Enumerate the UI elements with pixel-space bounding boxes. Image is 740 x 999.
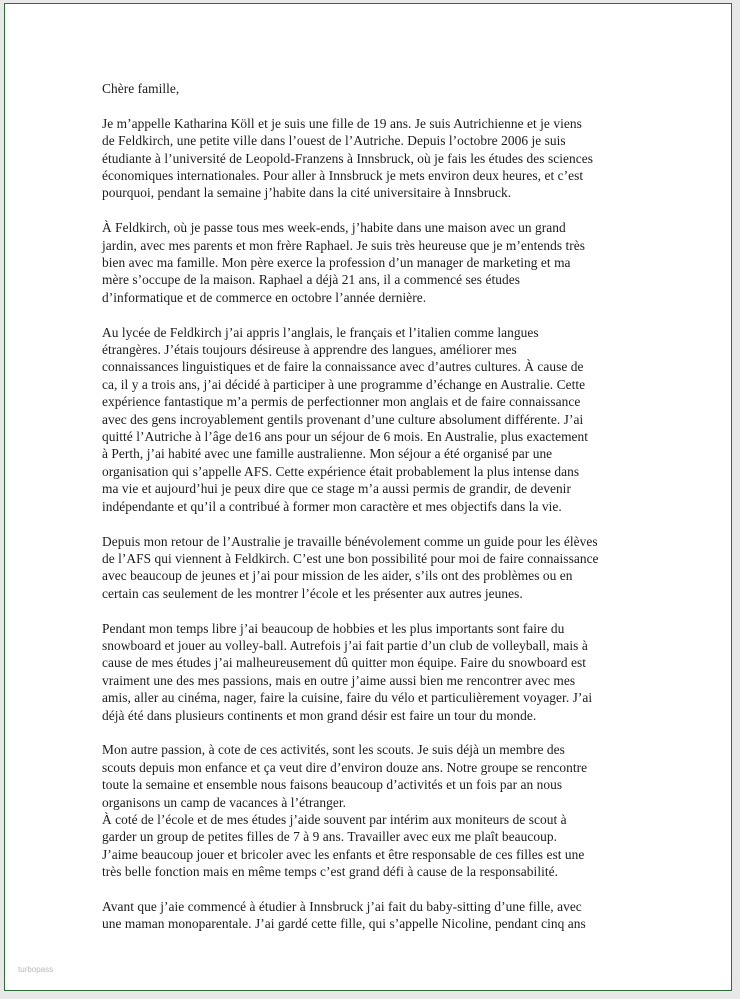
text-line: garder un group de petites filles de 7 à 9 ans. Travailler avec eux me plaît beaucoup.: [102, 829, 557, 845]
paragraph-scouts: [102, 741, 647, 880]
salutation: Chère famille,: [102, 81, 180, 96]
text-line: quitté l’Autriche à l’âge de16 ans pour un séjour de 6 mois. En Australie, plus exactement: [102, 429, 589, 445]
text-line: organisons un camp de vacances à l’étranger.: [102, 794, 347, 810]
text-line: J’aime beaucoup jouer et bricoler avec les enfants et être responsable de ces filles est une: [102, 846, 585, 862]
text-line: indépendante et qu’il a contribué à former mon caractère et mes objectifs dans la vie.: [102, 498, 562, 514]
text-line: à Perth, j’ai habité avec une famille australienne. Mon séjour a été organisé par une: [102, 446, 553, 462]
text-line: déjà été dans plusieurs continents et mon grand désir est faire un tour du monde.: [102, 707, 537, 723]
text-line: Avant que j’aie commencé à étudier à Innsbruck j’ai fait du baby-sitting d’une fille, avec: [102, 898, 582, 914]
text-line: étudiante à l’université de Leopold-Franzens à Innsbruck, où je fais les études des sciences: [102, 150, 593, 166]
text-line: cause de mes études j’ai malheureusement dû quitter mon équipe. Faire du snowboard est: [102, 655, 586, 671]
text-line: économiques internationales. Pour aller à Innsbruck je mets environ deux heures, et c’est: [102, 168, 584, 184]
text-line: vraiment une des mes passions, mais en outre j’aime aussi bien me rencontrer avec mes: [102, 672, 576, 688]
text-line: certain cas seulement de les montrer l’école et les présenter aux autres jeunes.: [102, 585, 523, 601]
text-line: Depuis mon retour de l’Australie je travaille bénévolement comme un guide pour les élèves: [102, 533, 598, 549]
paragraph-hobbies: [102, 620, 647, 724]
text-line: mère s’occupe de la maison. Raphael a déjà 21 ans, il a commencé ses études: [102, 272, 520, 288]
text-line: ca, il y a trois ans, j’ai décidé à participer à une programme d’échange en Australie. Cette: [102, 376, 586, 392]
text-line: avec beaucoup de jeunes et j’ai pour mission de les aider, s’ils ont des problèmes ou en: [102, 568, 573, 584]
text-line: très belle fonction mais en même temps c’est grand défi à cause de la responsabilité.: [102, 864, 559, 880]
text-line: bien avec ma famille. Mon père exerce la profession d’un manager de marketing et ma: [102, 255, 571, 271]
text-line: À coté de l’école et de mes études j’aide souvent par intérim aux moniteurs de scout à: [102, 811, 567, 827]
paragraph-babysitting: [102, 898, 647, 933]
text-line: À Feldkirch, où je passe tous mes week-ends, j’habite dans une maison avec un grand: [102, 220, 566, 236]
text-line: de Feldkirch, une petite ville dans l’ouest de l’Autriche. Depuis l’octobre 2006 je suis: [102, 133, 566, 149]
text-line: ma vie et aujourd’hui je peux dire que ce stage m’a aussi permis de grandir, de devenir: [102, 481, 571, 497]
text-line: Pendant mon temps libre j’ai beaucoup de hobbies et les plus importants sont faire du: [102, 620, 565, 636]
text-line: pourquoi, pendant la semaine j’habite dans la cité universitaire à Innsbruck.: [102, 185, 512, 201]
paragraph-family: [102, 219, 647, 306]
text-line: organisation qui s’appelle AFS. Cette expérience était probablement la plus intense dans: [102, 463, 580, 479]
text-line: jardin, avec mes parents et mon frère Raphael. Je suis très heureuse que je m’entends très: [102, 237, 586, 253]
text-line: Mon autre passion, à cote de ces activités, sont les scouts. Je suis déjà un membre des: [102, 742, 565, 758]
text-line: avec des gens incroyablement gentils provenant d’une culture absolument différente. J’ai: [102, 411, 584, 427]
text-line: d’informatique et de commerce en octobre l’année dernière.: [102, 289, 427, 305]
text-line: connaissances linguistiques et de faire la connaissance avec d’autres cultures. À cause de: [102, 359, 584, 375]
paragraph-volunteering: [102, 533, 647, 603]
text-line: de l’AFS qui viennent à Feldkirch. C’est une bon possibilité pour moi de faire connaissance: [102, 550, 599, 566]
text-line: étrangères. J’étais toujours désireuse à apprendre des langues, améliorer mes: [102, 342, 517, 358]
text-line: snowboard et jouer au volley-ball. Autrefois j’ai fait partie d’un club de volleyball, mais à: [102, 637, 588, 653]
text-line: expérience fantastique m’a permis de perfectionner mon anglais et de faire connaissance: [102, 394, 581, 410]
watermark-text: turbopass: [18, 965, 54, 974]
text-line: une maman monoparentale. J’ai gardé cette fille, qui s’appelle Nicoline, pendant cinq ans: [102, 916, 586, 932]
paragraph-languages: [102, 324, 647, 515]
paragraph-introduction: [102, 115, 647, 202]
text-line: Je m’appelle Katharina Köll et je suis une fille de 19 ans. Je suis Autrichienne et je viens: [102, 115, 582, 131]
letter-body: [102, 80, 647, 950]
text-line: amis, aller au cinéma, nager, faire la cuisine, faire du vélo et particulièrement voyager. J’ai: [102, 690, 593, 706]
text-line: toute la semaine et ensemble nous faisons beaucoup d’activités et un fois par an nous: [102, 777, 563, 793]
text-line: scouts depuis mon enfance et ça veut dire d’environ douze ans. Notre groupe se rencontre: [102, 759, 588, 775]
text-line: Au lycée de Feldkirch j’ai appris l’anglais, le français et l’italien comme langues: [102, 324, 539, 340]
